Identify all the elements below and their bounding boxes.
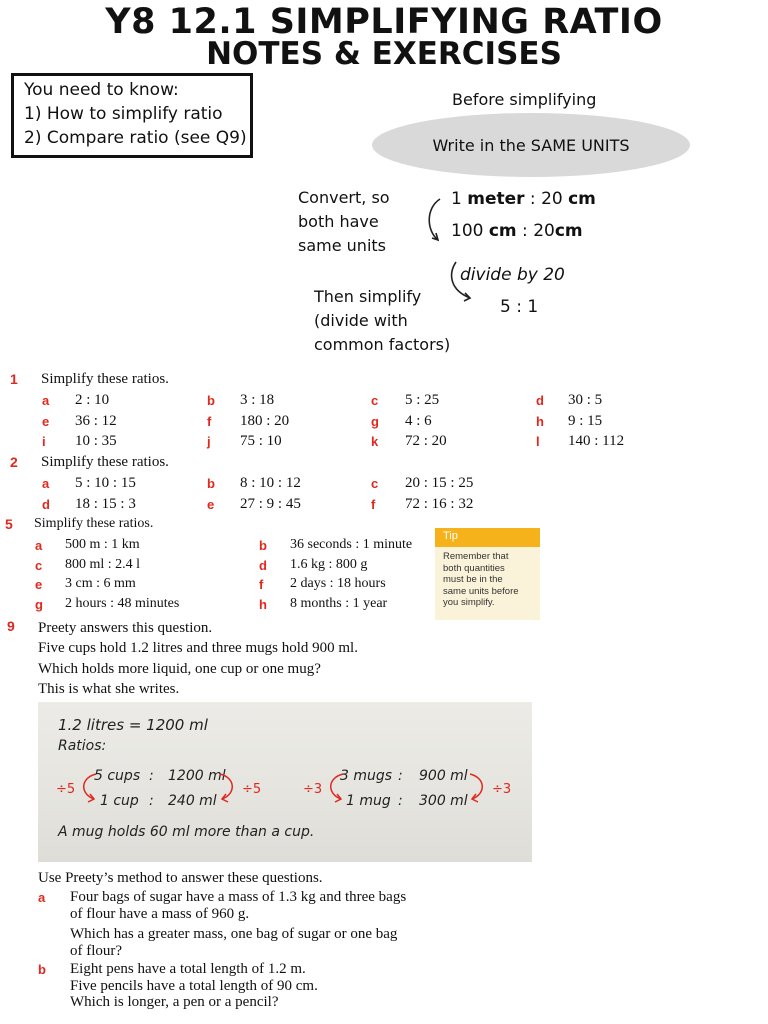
q9a-line: of flour?: [70, 942, 123, 959]
photo-divide-5-right: ÷5: [242, 782, 262, 797]
item-letter: a: [42, 476, 50, 491]
q9-number: 9: [7, 618, 15, 634]
ratio-item: 20 : 15 : 25: [405, 475, 474, 491]
then-line-1: Then simplify: [314, 287, 422, 306]
tip-heading: Tip: [435, 528, 540, 547]
ratio-item: 2 hours : 48 minutes: [65, 595, 180, 611]
q9b-line: Which is longer, a pen or a pencil?: [70, 994, 279, 1010]
q9-use-method: Use Preety’s method to answer these questions.: [38, 870, 323, 886]
photo-line-1: 1.2 litres = 1200 ml: [58, 716, 208, 734]
convert-line-2: both have: [298, 212, 379, 231]
need-to-know-heading: You need to know:: [24, 80, 179, 100]
item-letter: f: [259, 577, 264, 592]
ratio-item: 36 seconds : 1 minute: [290, 537, 413, 552]
ratio-item: 800 ml : 2.4 l: [65, 556, 141, 572]
item-letter: h: [259, 596, 267, 612]
then-simplify-note: [314, 285, 450, 357]
q9-line: Five cups hold 1.2 litres and three mugs hold 900 ml.: [38, 640, 358, 657]
photo-cups-2-left: 1 cup: [100, 793, 139, 809]
ratio-item: 72 : 16 : 32: [405, 496, 474, 512]
item-letter: b: [207, 393, 215, 408]
photo-mugs-2-right: 300 ml: [419, 793, 468, 809]
item-letter: a: [35, 538, 43, 553]
item-letter: b: [207, 476, 215, 491]
q5-instruction: Simplify these ratios.: [34, 516, 154, 531]
convert-line-3: same units: [298, 236, 386, 255]
q9b-letter: b: [38, 962, 46, 977]
tip-line: same units before: [443, 585, 519, 597]
item-letter: c: [371, 476, 379, 491]
item-letter: e: [207, 497, 215, 512]
convert-arrow-icon: [424, 196, 450, 246]
photo-colon: :: [149, 793, 154, 809]
ratio-item: 140 : 112: [568, 433, 625, 449]
conversion-line-1: 1 meter : 20 cm: [451, 189, 596, 209]
item-letter: a: [42, 393, 50, 408]
ratio-item: 1.6 kg : 800 g: [290, 556, 368, 572]
convert-line-1: Convert, so: [298, 188, 390, 207]
item-letter: k: [371, 434, 379, 449]
same-units-text: Write in the SAME UNITS: [432, 135, 630, 155]
tip-line: both quantities: [443, 562, 505, 574]
q9a-letter: a: [38, 890, 46, 905]
item-letter: c: [371, 393, 379, 408]
q1-number: 1: [10, 371, 18, 387]
q1-instruction: Simplify these ratios.: [41, 371, 169, 387]
ratio-item: 180 : 20: [240, 412, 290, 429]
item-letter: b: [259, 538, 267, 553]
q9-line: This is what she writes.: [38, 680, 180, 697]
item-letter: g: [371, 413, 379, 429]
tip-text: [435, 547, 540, 609]
ratio-item: 3 : 18: [240, 392, 275, 408]
photo-mugs-1-left: 3 mugs: [340, 768, 393, 784]
conversion-line-2: 100 cm : 20cm: [451, 221, 583, 241]
ratio-item: 5 : 10 : 15: [75, 475, 136, 491]
q9a-text: [70, 889, 406, 959]
tip-line: you simplify.: [443, 597, 495, 608]
ratio-item: 8 : 10 : 12: [240, 475, 301, 491]
ratio-item: 5 : 25: [405, 392, 440, 408]
q2-number: 2: [10, 454, 18, 470]
item-letter: d: [536, 393, 544, 408]
item-letter: d: [259, 557, 267, 573]
cups-right-arrow-icon: [218, 766, 240, 806]
page-subtitle: NOTES & EXERCISES: [206, 36, 562, 72]
ratio-item: 9 : 15: [568, 412, 603, 429]
need-to-know-box: [11, 73, 253, 158]
q9b-line: Eight pens have a total length of 1.2 m.: [70, 961, 306, 977]
tip-line: Remember that: [443, 551, 509, 562]
need-to-know-item-2: 2) Compare ratio (see Q9): [24, 128, 247, 148]
ratio-item: 4 : 6: [405, 412, 432, 429]
ratio-item: 3 cm : 6 mm: [65, 576, 136, 591]
q9a-line: Which has a greater mass, one bag of sugar or one bag: [70, 926, 398, 942]
before-simplifying-label: Before simplifying: [452, 90, 597, 109]
then-line-2: (divide with: [314, 311, 408, 330]
ratio-item: 27 : 9 : 45: [240, 496, 301, 512]
photo-ratios-label: Ratios:: [58, 738, 107, 754]
q5-number: 5: [5, 516, 13, 532]
page-title: Y8 12.1 SIMPLIFYING RATIO: [105, 2, 663, 42]
tip-line: must be in the: [443, 574, 503, 585]
q9-question: [38, 618, 358, 699]
q9a-line: of flour have a mass of 960 g.: [70, 905, 250, 922]
photo-colon: :: [398, 768, 403, 784]
mugs-right-arrow-icon: [468, 766, 490, 806]
same-units-ellipse: [372, 113, 690, 177]
item-letter: f: [207, 413, 212, 429]
q9b-line: Five pencils have a total length of 90 cm.: [70, 977, 318, 994]
item-letter: i: [42, 434, 46, 449]
simplified-result: 5 : 1: [500, 297, 539, 317]
item-letter: l: [536, 434, 540, 449]
need-to-know-item-1: 1) How to simplify ratio: [24, 104, 223, 124]
divide-by-note: divide by 20: [460, 265, 565, 285]
photo-divide-3-left: ÷3: [303, 782, 323, 797]
item-letter: g: [35, 596, 43, 612]
ratio-item: 2 days : 18 hours: [290, 576, 386, 591]
photo-divide-5-left: ÷5: [56, 782, 76, 797]
preety-working-photo: [38, 702, 532, 862]
ratio-item: 36 : 12: [75, 412, 117, 429]
ratio-item: 10 : 35: [75, 433, 117, 449]
q9-line: Preety answers this question.: [38, 620, 213, 636]
then-line-3: common factors): [314, 335, 451, 354]
item-letter: j: [207, 434, 211, 449]
convert-note: [298, 186, 390, 258]
photo-mugs-2-left: 1 mug: [346, 793, 391, 809]
photo-cups-1-right: 1200 ml: [168, 768, 226, 784]
photo-mugs-1-right: 900 ml: [419, 768, 468, 784]
q9-line: Which holds more liquid, one cup or one mug?: [38, 660, 321, 677]
item-letter: d: [42, 497, 50, 512]
ratio-item: 30 : 5: [568, 392, 603, 408]
q9b-text: [70, 961, 318, 1011]
tip-box: [435, 528, 540, 620]
photo-divide-3-right: ÷3: [492, 782, 512, 797]
item-letter: f: [371, 497, 376, 512]
photo-colon: :: [149, 768, 154, 784]
ratio-item: 72 : 20: [405, 433, 447, 449]
photo-colon: :: [398, 793, 403, 809]
photo-conclusion: A mug holds 60 ml more than a cup.: [58, 824, 315, 840]
item-letter: h: [536, 413, 544, 429]
ratio-item: 500 m : 1 km: [65, 537, 140, 552]
ratio-item: 18 : 15 : 3: [75, 496, 136, 512]
ratio-item: 2 : 10: [75, 392, 110, 408]
q9a-line: Four bags of sugar have a mass of 1.3 kg and three bags: [70, 889, 407, 905]
ratio-item: 75 : 10: [240, 433, 282, 449]
photo-cups-2-right: 240 ml: [168, 793, 217, 809]
ratio-item: 8 months : 1 year: [290, 595, 388, 611]
photo-cups-1-left: 5 cups: [94, 768, 141, 784]
q2-instruction: Simplify these ratios.: [41, 454, 169, 470]
item-letter: e: [35, 577, 43, 592]
item-letter: c: [35, 557, 43, 573]
item-letter: e: [42, 413, 50, 429]
